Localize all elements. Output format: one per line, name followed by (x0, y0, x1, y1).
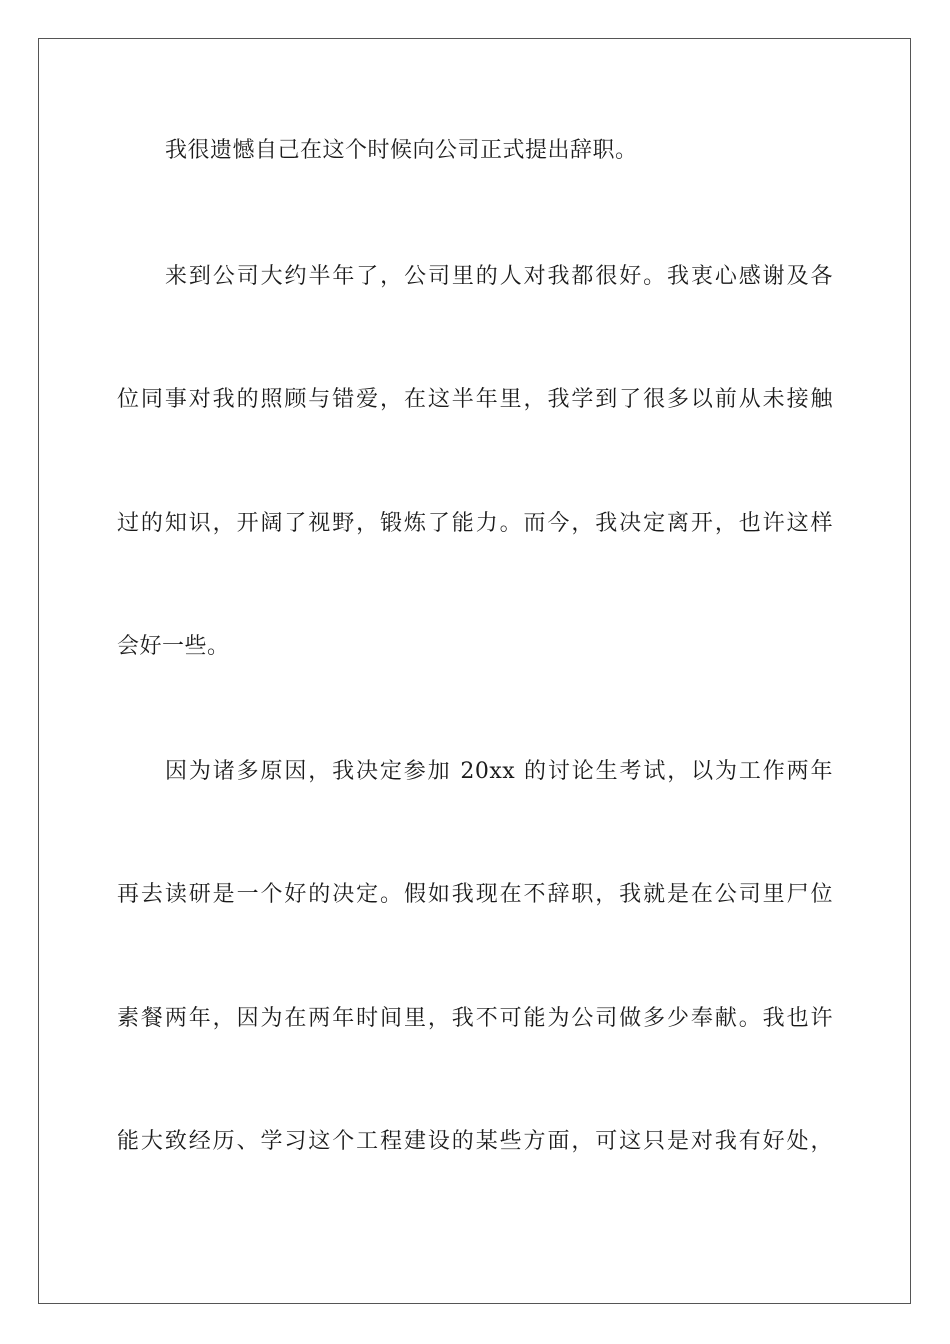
paragraph-3-line-4: 能大致经历、学习这个工程建设的某些方面，可这只是对我有好处， (117, 1129, 833, 1154)
paragraph-2-line-3: 过的知识，开阔了视野，锻炼了能力。而今，我决定离开，也许这样 (117, 511, 833, 536)
page-border (38, 38, 911, 1304)
paragraph-2-line-1: 来到公司大约半年了，公司里的人对我都很好。我衷心感谢及各 (165, 264, 833, 289)
paragraph-1-line-1: 我很遗憾自己在这个时候向公司正式提出辞职。 (165, 138, 638, 163)
paragraph-2-line-2: 位同事对我的照顾与错爱，在这半年里，我学到了很多以前从未接触 (117, 387, 833, 412)
paragraph-3-line-3: 素餐两年，因为在两年时间里，我不可能为公司做多少奉献。我也许 (117, 1006, 833, 1031)
paragraph-2-line-4: 会好一些。 (117, 634, 230, 659)
paragraph-3-line-1: 因为诸多原因，我决定参加 20xx 的讨论生考试，以为工作两年 (165, 759, 833, 784)
paragraph-3-line-2: 再去读研是一个好的决定。假如我现在不辞职，我就是在公司里尸位 (117, 882, 833, 907)
